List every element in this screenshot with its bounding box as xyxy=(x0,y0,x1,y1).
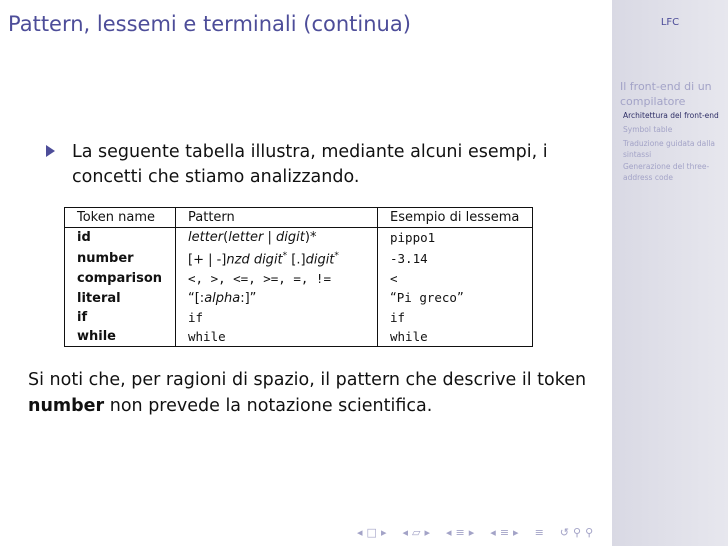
nav-appendix-icon[interactable]: ≡ xyxy=(534,525,544,539)
bullet-text: La seguente tabella illustra, mediante alcuni esempi, i concetti che stiamo analizzando. xyxy=(72,142,548,187)
pattern-part: digit xyxy=(276,230,305,245)
example-part: “ xyxy=(390,291,397,307)
nav-subsection-icon[interactable]: ▱ xyxy=(412,525,421,539)
pattern-cell xyxy=(176,247,378,269)
nav-search-icon-2[interactable]: ⚲ xyxy=(585,525,594,539)
pattern-part: * xyxy=(282,251,288,261)
example-cell xyxy=(378,288,533,308)
token-table xyxy=(64,207,533,347)
example-part: Pi greco xyxy=(396,290,457,306)
nav-prev-subsection-icon[interactable]: ◂ xyxy=(402,525,408,539)
sidebar-subsection-architettura[interactable]: Architettura del front-end xyxy=(623,111,719,120)
header-pattern: Pattern xyxy=(176,208,378,228)
table-row xyxy=(65,308,533,327)
nav-section-icon[interactable]: ≡ xyxy=(455,525,465,539)
sidebar-subsection-symbol-table[interactable]: Symbol table xyxy=(623,125,673,134)
bullet-triangle-icon xyxy=(46,145,55,157)
pattern-part: )* xyxy=(304,230,317,245)
pattern-part: digit xyxy=(305,252,335,268)
note-text-before: Si noti che, per ragioni di spazio, il pattern che descrive il token xyxy=(28,370,587,390)
frame-title: Pattern, lessemi e terminali (continua) xyxy=(8,12,411,36)
token-cell: if xyxy=(65,308,176,327)
sidebar-short-title[interactable]: LFC xyxy=(660,17,680,28)
token-cell: literal xyxy=(65,288,176,308)
nav-search-icon[interactable]: ⚲ xyxy=(573,525,582,539)
pattern-part: letter xyxy=(228,230,264,245)
pattern-part: :]” xyxy=(240,290,257,306)
token-cell: id xyxy=(65,228,176,248)
nav-back-icon[interactable]: ↺ xyxy=(559,525,569,539)
nav-next-frame-icon[interactable]: ▸ xyxy=(380,525,387,539)
note-text-after: non prevede la notazione scientifica. xyxy=(104,396,433,416)
nav-next-subsection-icon[interactable]: ▸ xyxy=(424,525,430,539)
pattern-cell: <, >, <=, >=, =, != xyxy=(176,269,378,288)
note-paragraph xyxy=(28,367,603,419)
pattern-part: [+ | -] xyxy=(188,252,227,268)
example-cell: < xyxy=(378,269,533,288)
pattern-part: * xyxy=(334,251,339,261)
pattern-cell xyxy=(176,228,378,248)
nav-prev-document-icon[interactable]: ◂ xyxy=(490,525,496,539)
nav-prev-section-icon[interactable]: ◂ xyxy=(446,525,452,539)
nav-frame-icon[interactable]: □ xyxy=(366,525,377,539)
table-row xyxy=(65,269,533,288)
pattern-cell: if xyxy=(176,308,378,327)
token-cell: comparison xyxy=(65,269,176,288)
sidebar-section[interactable]: Il front-end di un compilatore xyxy=(620,80,712,108)
note-bold-token: number xyxy=(28,396,105,416)
pattern-part: [.] xyxy=(287,252,306,268)
nav-document-icon[interactable]: ≡ xyxy=(499,525,510,539)
navigation-bar xyxy=(357,525,593,539)
pattern-part: nzd digit xyxy=(226,252,283,268)
token-cell: while xyxy=(65,327,176,347)
table-row xyxy=(65,288,533,308)
pattern-part: letter xyxy=(188,230,224,245)
table-header-row xyxy=(65,208,533,228)
table-row xyxy=(65,228,533,248)
pattern-part: “[: xyxy=(188,290,205,306)
sidebar xyxy=(612,0,728,546)
pattern-cell: while xyxy=(176,327,378,347)
sidebar-subsection-traduzione[interactable]: Traduzione guidata dalla sintassi xyxy=(623,139,716,159)
token-cell: number xyxy=(65,247,176,269)
pattern-part: | xyxy=(263,230,277,245)
example-cell: -3.14 xyxy=(378,247,533,269)
header-example: Esempio di lessema xyxy=(378,208,533,228)
pattern-part: ( xyxy=(223,230,229,245)
pattern-part: alpha xyxy=(204,290,241,306)
sidebar-subsection-generazione[interactable]: Generazione del three-address code xyxy=(623,162,710,182)
example-cell: pippo1 xyxy=(378,228,533,248)
pattern-cell xyxy=(176,288,378,308)
nav-next-section-icon[interactable]: ▸ xyxy=(468,525,475,539)
table-row xyxy=(65,327,533,347)
nav-next-document-icon[interactable]: ▸ xyxy=(513,525,519,539)
header-token-name: Token name xyxy=(65,208,176,228)
nav-prev-frame-icon[interactable]: ◂ xyxy=(357,525,363,539)
example-cell: if xyxy=(378,308,533,327)
example-part: ” xyxy=(456,291,464,307)
example-cell: while xyxy=(378,327,533,347)
table-row xyxy=(65,247,533,269)
